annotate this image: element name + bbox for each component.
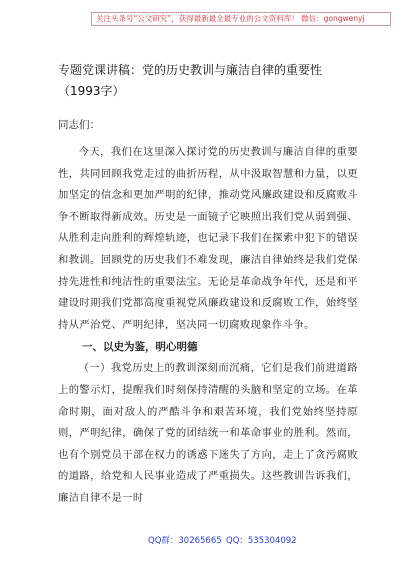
document-title: 专题党课讲稿：党的历史教训与廉洁自律的重要性（1993字） (58, 63, 323, 98)
paragraph-section-1: （一）我党历史上的教训深刻而沉痛，它们是我们前进道路上的警示灯，提醒我们时刻保持清醒的头脑和坚定的立场。在革命时期，面对敌人的严酷斗争和艰苦环境，我们党始终坚持原则，严明纪律，确保了党的团结统一和革命事业的胜利。然而，也有个别党员干部在权力的诱惑下迷失了方向，走上了贪污腐败的道路，给党和人民事业造成了严重损失。这些教训告诉我们，廉洁自律不是一时 (58, 362, 358, 504)
qq-contact-link[interactable]: QQ：535304092 (226, 536, 297, 546)
salutation: 同志们： (58, 119, 100, 131)
section-heading: 一、以史为鉴，明心明德 (82, 341, 198, 354)
document-body (58, 142, 358, 510)
paragraph-intro: 今天，我们在这里深入探讨党的历史教训与廉洁自律的重要性，共同回顾我党走过的曲折历程，从中汲取智慧和力量，以更加坚定的信念和更加严明的纪律，推动党风廉政建设和反腐败斗争不断取得新成效。历史是一面镜子它映照出我们党从弱到强、从胜利走向胜利的辉煌轨迹，也记录下我们在探索中犯下的错误和教训。回顾党的历史我们不难发现，廉洁自律始终是我们党保持先进性和纯洁性的重要法宝。无论是革命战争年代，还是和平建设时期我们党都高度重视党风廉政建设和反腐败工作，始终坚持从严治党、严明纪律，坚决同一切腐败现象作斗争。 (58, 146, 358, 331)
banner-text: 关注头条号“公文研究”，获得最新最全最专业的公文资料库！ 微信：gongwenyj (96, 14, 365, 23)
qq-group-link[interactable]: QQ群：30265665 (148, 536, 222, 546)
header-banner (91, 12, 391, 26)
footer-contact (0, 534, 408, 548)
